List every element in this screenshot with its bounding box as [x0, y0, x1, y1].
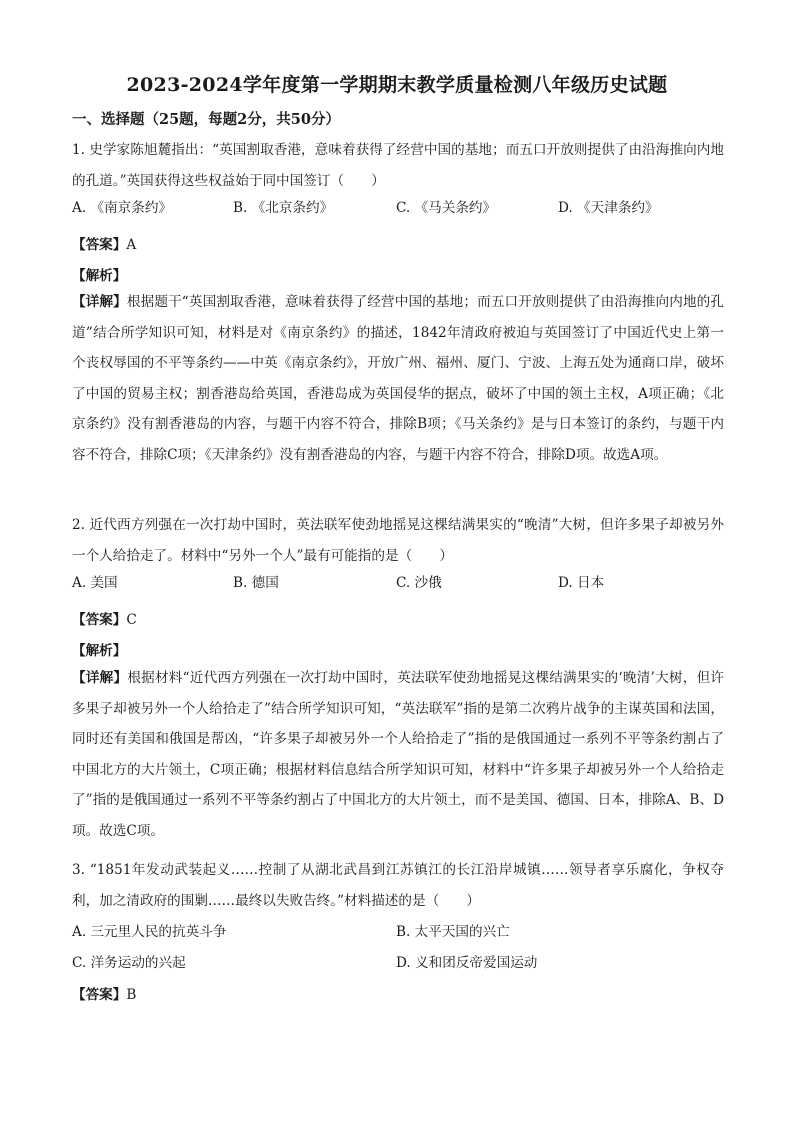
question-3-stem: 3. “1851年发动武装起义……控制了从湖北武昌到江苏镇江的长江沿岸城镇……领导者享乐腐化，争权夺利，加之清政府的围剿……最终以失败告终。”材料描述的是（ ）: [72, 862, 724, 909]
detail-label: 【详解】: [72, 670, 128, 686]
question-2-option-a: A. 美国: [72, 575, 118, 591]
analysis-label: 【解析】: [72, 268, 127, 284]
answer-value: B: [126, 987, 137, 1003]
question-1-options: [72, 196, 724, 226]
question-3-options-row-1: [72, 920, 724, 950]
question-1-analysis-label: [72, 264, 126, 284]
question-1-option-b: B. 《北京条约》: [233, 200, 334, 216]
answer-label: 【答案】: [72, 612, 127, 628]
answer-label: 【答案】: [72, 987, 127, 1003]
question-2-stem: 2. 近代西方列强在一次打劫中国时，英法联军使劲地摇晃这棵结满果实的“晚清”大树，但许多果子却被另外一个人给拾走了。材料中“另外一个人”最有可能指的是（ ）: [72, 517, 724, 564]
question-3-option-d: D. 义和团反帝爱国运动: [396, 955, 538, 971]
question-2-option-d: D. 日本: [558, 575, 605, 591]
question-2-option-b: B. 德国: [233, 575, 279, 591]
question-3-option-c: C. 洋务运动的兴起: [72, 955, 186, 971]
question-3-option-a: A. 三元里人民的抗英斗争: [72, 924, 227, 940]
question-1-answer: [72, 233, 136, 253]
question-3-options-row-2: [72, 951, 724, 981]
answer-value: A: [126, 237, 137, 253]
question-2-options: [72, 571, 724, 601]
answer-label: 【答案】: [72, 237, 127, 253]
analysis-label: 【解析】: [72, 643, 127, 659]
page-title: 2023-2024学年度第一学期期末教学质量检测八年级历史试题: [126, 74, 668, 96]
question-2-analysis-label: [72, 639, 126, 659]
answer-value: C: [126, 612, 137, 628]
question-1-stem: 1. 史学家陈旭麓指出：“英国割取香港，意味着获得了经营中国的基地；而五口开放则提供了由沿海推向内地的孔道。”英国获得这些权益始于同中国签订（ ）: [72, 142, 724, 189]
question-1-detail: [72, 287, 724, 471]
detail-label: 【详解】: [72, 294, 127, 310]
question-1-option-a: A. 《南京条约》: [72, 200, 173, 216]
question-3-option-b: B. 太平天国的兴亡: [396, 924, 510, 940]
question-2-option-c: C. 沙俄: [396, 575, 442, 591]
question-1-option-c: C. 《马关条约》: [396, 200, 497, 216]
section-heading: 一、选择题（25题，每题2分，共50分）: [72, 111, 340, 128]
detail-text: 根据材料“近代西方列强在一次打劫中国时，英法联军使劲地摇晃这棵结满果实的‘晚清’大树，但许多果子却被另外一个人给拾走了”结合所学知识可知，“英法联军”指的是第二次鸦片战争的主谋英国和法国，同时还有美国和俄国是帮凶，“许多果子却被另外一个人给拾走了”指的是俄国通过一系列不平等条约割占了中国北方的大片领土，C项正确；根据材料信息结合所学知识可知，材料中“许多果子却被另外一个人给拾走了”指的是俄国通过一系列不平等条约割占了中国北方的大片领土，而不是美国、德国、日本，排除A、B、D项。故选C项。: [72, 670, 725, 839]
question-2-detail: [72, 663, 724, 847]
question-2-answer: [72, 608, 137, 628]
question-1-option-d: D. 《天津条约》: [558, 200, 659, 216]
detail-text: 根据题干“英国割取香港，意味着获得了经营中国的基地；而五口开放则提供了由沿海推向内地的孔道”结合所学知识可知，材料是对《南京条约》的描述，1842年清政府被迫与英国签订了中国近代史上第一个丧权辱国的不平等条约——中英《南京条约》，开放广州、福州、厦门、宁波、上海五处为通商口岸，破坏了中国的贸易主权；割香港岛给英国，香港岛成为英国侵华的据点，破坏了中国的领土主权，A项正确；《北京条约》没有割香港岛的内容，与题干内容不符合，排除B项；《马关条约》是与日本签订的条约，与题干内容不符合，排除C项；《天津条约》没有割香港岛的内容，与题干内容不符合，排除D项。故选A项。: [72, 294, 725, 463]
question-3-answer: [72, 983, 136, 1003]
